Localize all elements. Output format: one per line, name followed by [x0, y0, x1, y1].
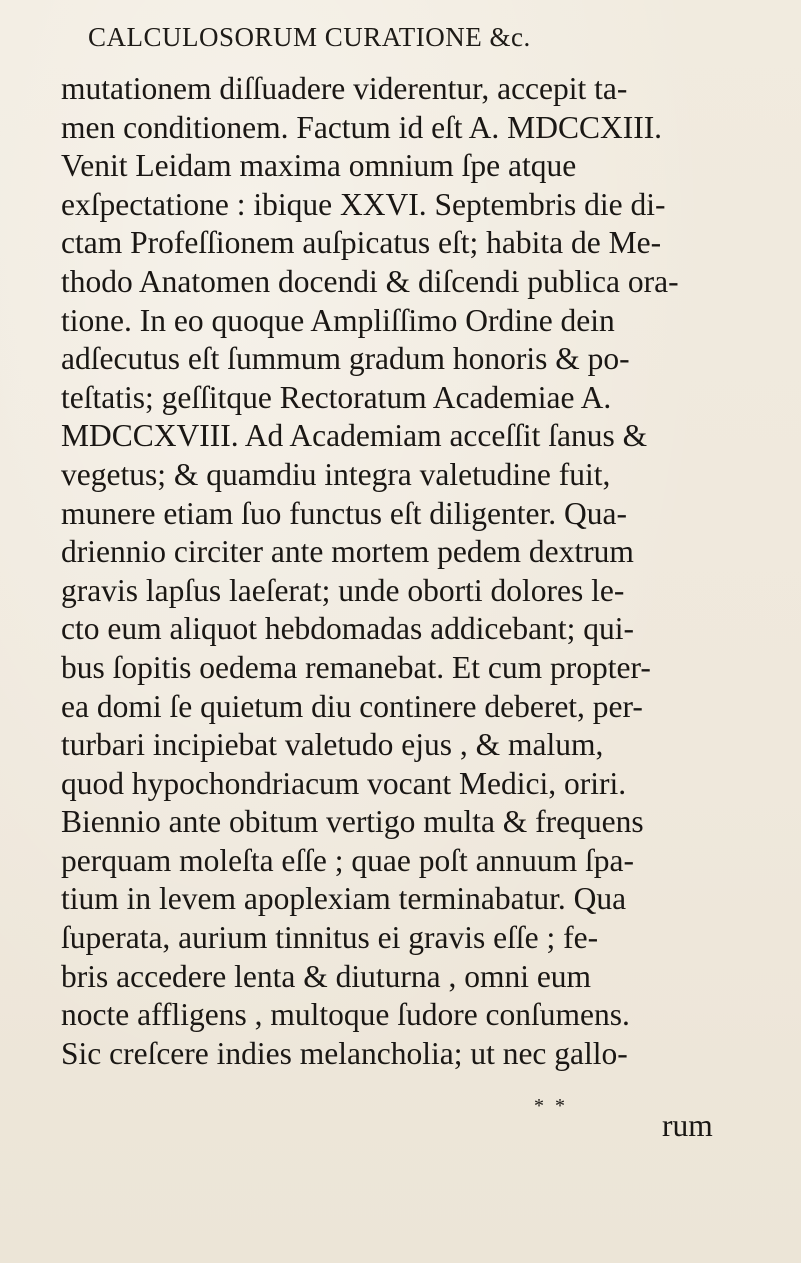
running-title: CALCULOSORUM CURATIONE &c. — [88, 22, 531, 52]
signature-mark: * * — [534, 1095, 568, 1117]
text-line: thodo Anatomen docendi & diſcendi publica ora- — [61, 263, 679, 299]
text-line: quod hypochondriacum vocant Medici, oriri. — [61, 765, 627, 801]
catchword: rum — [662, 1108, 713, 1143]
text-line: munere etiam ſuo functus eſt diligenter. Qua- — [61, 495, 627, 531]
text-line: teſtatis; geſſitque Rectoratum Academiae A. — [61, 379, 612, 415]
text-line: MDCCXVIII. Ad Academiam acceſſit ſanus & — [61, 418, 648, 454]
body-text — [61, 70, 737, 1073]
text-line: ſuperata, aurium tinnitus ei gravis eſſe ; fe- — [61, 920, 599, 956]
text-line: driennio circiter ante mortem pedem dextrum — [61, 534, 634, 570]
text-line: ctam Profeſſionem auſpicatus eſt; habita de Me- — [61, 225, 662, 261]
text-line: tium in levem apoplexiam terminabatur. Qua — [61, 881, 627, 917]
text-line: perquam moleſta eſſe ; quae poſt annuum ſpa- — [61, 842, 634, 878]
text-line: gravis lapſus laeſerat; unde oborti dolores le- — [61, 572, 625, 608]
text-line: ea domi ſe quietum diu continere deberet, per- — [61, 688, 643, 724]
text-line: tione. In eo quoque Ampliſſimo Ordine dein — [61, 302, 615, 338]
text-line: Biennio ante obitum vertigo multa & frequens — [61, 804, 644, 840]
text-line: adſecutus eſt ſummum gradum honoris & po- — [61, 341, 630, 377]
text-line: vegetus; & quamdiu integra valetudine fuit, — [61, 456, 611, 492]
text-line: nocte affligens , multoque ſudore conſumens. — [61, 997, 630, 1033]
text-line: bris accedere lenta & diuturna , omni eum — [61, 958, 592, 994]
text-line: men conditionem. Factum id eſt A. MDCCXIII. — [61, 109, 663, 145]
text-line: Sic creſcere indies melancholia; ut nec gallo- — [61, 1035, 628, 1071]
text-line: mutationem diſſuadere viderentur, accepit ta- — [61, 71, 628, 106]
text-line: Venit Leidam maxima omnium ſpe atque — [61, 148, 577, 184]
text-line: cto eum aliquot hebdomadas addicebant; qui- — [61, 611, 634, 647]
text-line: turbari incipiebat valetudo ejus , & malum, — [61, 727, 604, 763]
text-line: exſpectatione : ibique XXVI. Septembris die di- — [61, 186, 666, 222]
text-line: bus ſopitis oedema remanebat. Et cum propter- — [61, 649, 651, 685]
